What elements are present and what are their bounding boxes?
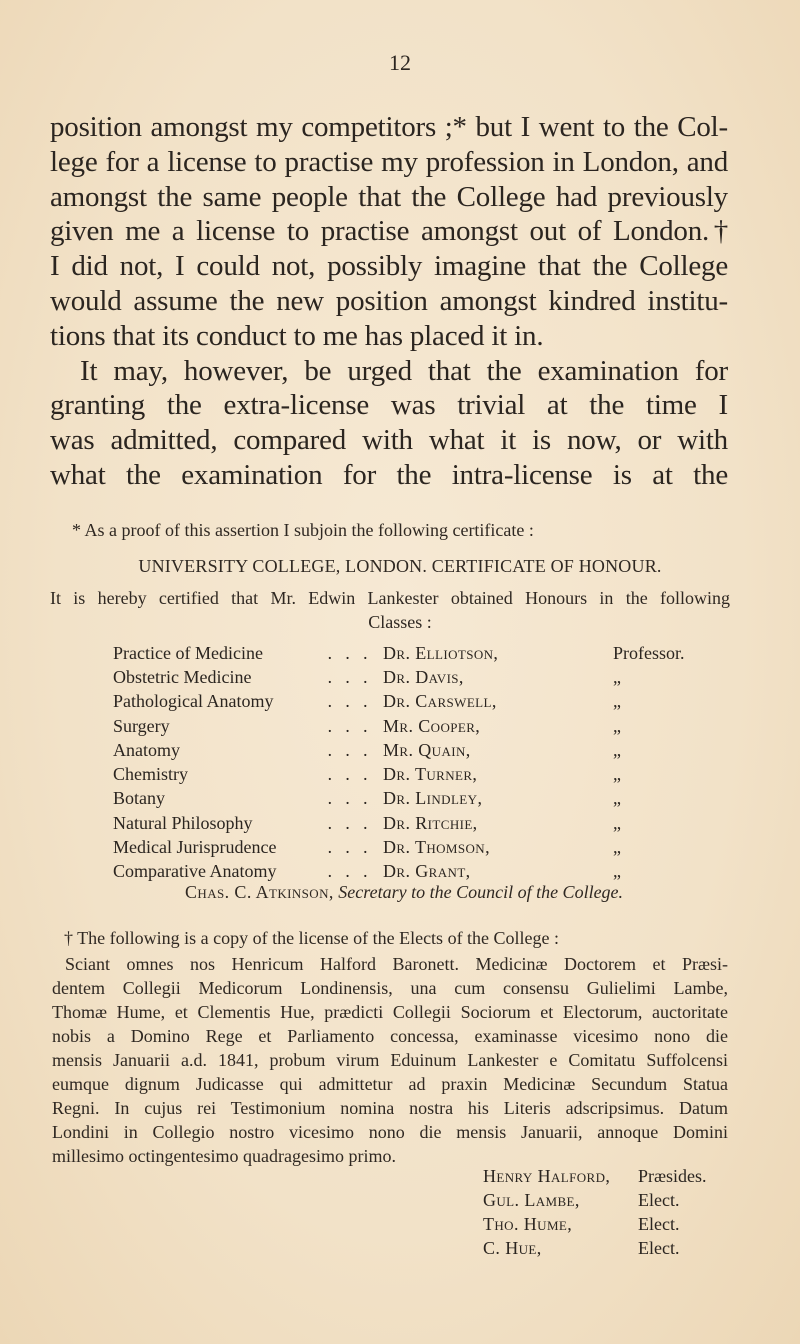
signatory-name: C. Hue, bbox=[483, 1237, 542, 1258]
main-paragraph bbox=[50, 110, 728, 493]
class-subject: Pathological Anatomy bbox=[113, 691, 274, 712]
class-teacher: Dr. Carswell, bbox=[383, 691, 497, 712]
signatures-block bbox=[483, 1164, 707, 1260]
body-line: position amongst my competitors ;* but I went to the Col- bbox=[50, 111, 728, 143]
leader-dots: . . . bbox=[328, 642, 368, 663]
classes-label: Classes : bbox=[368, 612, 432, 632]
leader-dots: . . . bbox=[328, 788, 368, 809]
footnote-dagger-intro: † The following is a copy of the license of the Elects of the College : bbox=[64, 928, 560, 948]
leader-dots: . . . bbox=[328, 715, 368, 736]
signatory-title: Elect. bbox=[638, 1237, 680, 1258]
body-line: tions that its conduct to me has placed it in. bbox=[50, 319, 544, 352]
latin-line: Sciant omnes nos Henricum Halford Baronett. Medicinæ Doctorem et Præsi- bbox=[65, 954, 728, 974]
certificate-text: It is hereby certified that Mr. Edwin Lankester obtained Honours in the following bbox=[50, 588, 730, 608]
class-row bbox=[113, 835, 733, 859]
class-subject: Surgery bbox=[113, 715, 170, 736]
leader-dots: . . . bbox=[328, 837, 368, 858]
body-line: granting the extra-license was trivial at the time I bbox=[50, 389, 728, 422]
leader-dots: . . . bbox=[328, 812, 368, 833]
class-row bbox=[113, 762, 733, 786]
class-row bbox=[113, 714, 733, 738]
secretary-title: Secretary to the Council of the College. bbox=[338, 882, 624, 902]
class-role: „ bbox=[613, 812, 621, 833]
latin-license-text bbox=[52, 952, 728, 1168]
class-row bbox=[113, 860, 733, 884]
class-role: „ bbox=[613, 788, 621, 809]
signature-row bbox=[483, 1236, 707, 1260]
class-subject: Obstetric Medicine bbox=[113, 666, 252, 687]
latin-line: eumque dignum Judicasse qui admittetur ad praxin Medicinæ Secundum Statua bbox=[52, 1074, 728, 1094]
leader-dots: . . . bbox=[328, 764, 368, 785]
class-teacher: Dr. Turner, bbox=[383, 764, 478, 785]
class-teacher: Dr. Lindley, bbox=[383, 788, 483, 809]
class-role: „ bbox=[613, 837, 621, 858]
class-subject: Botany bbox=[113, 788, 165, 809]
signature-row bbox=[483, 1212, 707, 1236]
body-line: I did not, I could not, possibly imagine that the College bbox=[50, 250, 728, 283]
class-teacher: Mr. Quain, bbox=[383, 739, 471, 760]
class-row bbox=[113, 787, 733, 811]
leader-dots: . . . bbox=[328, 739, 368, 760]
latin-line: mensis Januarii a.d. 1841, probum virum Eduinum Lankester e Comitatu Suffolcensi bbox=[52, 1050, 728, 1070]
latin-line: Thomæ Hume, et Clementis Hue, prædicti Collegii Sociorum et Electorum, auctoritate bbox=[52, 1002, 728, 1022]
class-row bbox=[113, 641, 733, 665]
signatory-name: Gul. Lambe, bbox=[483, 1189, 580, 1210]
class-role: „ bbox=[613, 666, 621, 687]
class-teacher: Dr. Davis, bbox=[383, 666, 464, 687]
secretary-name: Chas. C. Atkinson, bbox=[185, 882, 334, 902]
body-line: was admitted, compared with what it is now, or with bbox=[50, 424, 728, 457]
class-row bbox=[113, 665, 733, 689]
class-subject: Chemistry bbox=[113, 764, 188, 785]
class-role: „ bbox=[613, 764, 621, 785]
latin-line: dentem Collegii Medicorum Londinensis, una cum consensu Gulielimi Lambe, bbox=[52, 978, 728, 998]
signatory-title: Elect. bbox=[638, 1213, 680, 1234]
class-teacher: Dr. Elliotson, bbox=[383, 642, 499, 663]
leader-dots: . . . bbox=[328, 691, 368, 712]
body-line: amongst the same people that the College had previously bbox=[50, 180, 728, 213]
latin-line: Regni. In cujus rei Testimonium nomina nostra his Literis adscripsimus. Datum bbox=[52, 1098, 728, 1118]
body-line: It may, however, be urged that the examination for bbox=[80, 354, 728, 387]
class-role: Professor. bbox=[613, 642, 685, 663]
class-row bbox=[113, 690, 733, 714]
signatory-title: Præsides. bbox=[638, 1165, 707, 1186]
class-subject: Comparative Anatomy bbox=[113, 861, 277, 882]
class-teacher: Mr. Cooper, bbox=[383, 715, 481, 736]
page-number: 12 bbox=[389, 50, 411, 75]
latin-line: Londini in Collegio nostro vicesimo nono die mensis Januarii, annoque Domini bbox=[52, 1122, 728, 1142]
body-line: lege for a license to practise my profession in London, and bbox=[50, 145, 728, 178]
secretary-signature bbox=[185, 882, 623, 903]
classes-table bbox=[113, 641, 733, 884]
latin-line: millesimo octingentesimo quadragesimo primo. bbox=[52, 1146, 396, 1166]
signatory-name: Tho. Hume, bbox=[483, 1213, 573, 1234]
class-subject: Medical Jurisprudence bbox=[113, 837, 277, 858]
class-role: „ bbox=[613, 691, 621, 712]
body-line: given me a license to practise amongst out of London.† bbox=[50, 215, 728, 248]
leader-dots: . . . bbox=[328, 666, 368, 687]
signature-row bbox=[483, 1164, 707, 1188]
class-subject: Anatomy bbox=[113, 739, 180, 760]
footnote-asterisk-intro: * As a proof of this assertion I subjoin the following certificate : bbox=[72, 520, 534, 540]
certificate-title: UNIVERSITY COLLEGE, LONDON. CERTIFICATE OF HONOUR. bbox=[138, 556, 662, 576]
signature-row bbox=[483, 1188, 707, 1212]
class-row bbox=[113, 811, 733, 835]
class-teacher: Dr. Ritchie, bbox=[383, 812, 478, 833]
signatory-name: Henry Halford, bbox=[483, 1165, 611, 1186]
class-subject: Practice of Medicine bbox=[113, 642, 263, 663]
class-role: „ bbox=[613, 739, 621, 760]
class-teacher: Dr. Grant, bbox=[383, 861, 471, 882]
class-row bbox=[113, 738, 733, 762]
class-teacher: Dr. Thomson, bbox=[383, 837, 490, 858]
latin-line: nobis a Domino Rege et Parliamento concessa, examinasse vicesimo nono die bbox=[52, 1026, 728, 1046]
body-line: would assume the new position amongst kindred institu- bbox=[50, 284, 728, 317]
class-role: „ bbox=[613, 715, 621, 736]
class-role: „ bbox=[613, 861, 621, 882]
class-subject: Natural Philosophy bbox=[113, 812, 253, 833]
leader-dots: . . . bbox=[328, 861, 368, 882]
signatory-title: Elect. bbox=[638, 1189, 680, 1210]
body-line: what the examination for the intra-license is at the bbox=[50, 458, 728, 491]
